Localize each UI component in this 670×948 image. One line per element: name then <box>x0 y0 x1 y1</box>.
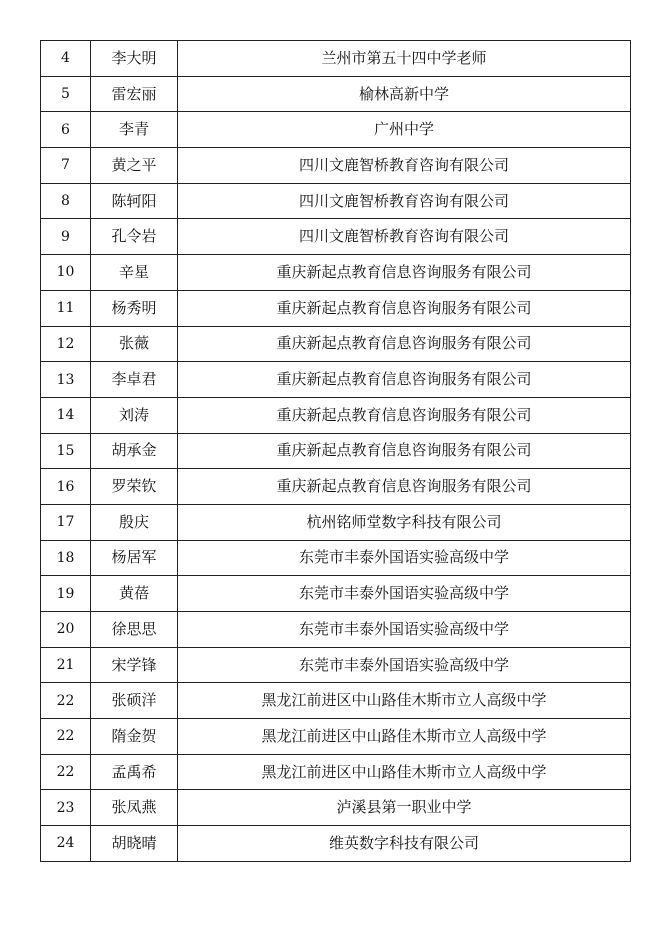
table-row <box>41 362 631 398</box>
organization: 榆林高新中学 <box>178 76 631 112</box>
person-name: 张凤燕 <box>91 790 178 826</box>
organization: 杭州铭师堂数字科技有限公司 <box>178 504 631 540</box>
participant-table <box>40 40 631 862</box>
row-number: 9 <box>41 219 91 255</box>
table-row <box>41 219 631 255</box>
person-name: 黄之平 <box>91 148 178 184</box>
row-number: 10 <box>41 255 91 291</box>
person-name: 罗荣钦 <box>91 469 178 505</box>
person-name: 徐思思 <box>91 612 178 648</box>
table-row <box>41 540 631 576</box>
person-name: 隋金贺 <box>91 719 178 755</box>
organization: 东莞市丰泰外国语实验高级中学 <box>178 576 631 612</box>
row-number: 21 <box>41 647 91 683</box>
organization: 重庆新起点教育信息咨询服务有限公司 <box>178 362 631 398</box>
organization: 重庆新起点教育信息咨询服务有限公司 <box>178 290 631 326</box>
person-name: 李大明 <box>91 41 178 77</box>
row-number: 17 <box>41 504 91 540</box>
table-row <box>41 433 631 469</box>
row-number: 22 <box>41 754 91 790</box>
table-row <box>41 469 631 505</box>
person-name: 李青 <box>91 112 178 148</box>
table-row <box>41 326 631 362</box>
table-row <box>41 41 631 77</box>
row-number: 15 <box>41 433 91 469</box>
organization: 重庆新起点教育信息咨询服务有限公司 <box>178 469 631 505</box>
row-number: 11 <box>41 290 91 326</box>
row-number: 5 <box>41 76 91 112</box>
table-row <box>41 397 631 433</box>
row-number: 22 <box>41 683 91 719</box>
organization: 四川文鹿智桥教育咨询有限公司 <box>178 148 631 184</box>
table-row <box>41 647 631 683</box>
organization: 泸溪县第一职业中学 <box>178 790 631 826</box>
person-name: 胡承金 <box>91 433 178 469</box>
table-row <box>41 790 631 826</box>
row-number: 6 <box>41 112 91 148</box>
person-name: 辛星 <box>91 255 178 291</box>
person-name: 张薇 <box>91 326 178 362</box>
row-number: 7 <box>41 148 91 184</box>
organization: 重庆新起点教育信息咨询服务有限公司 <box>178 397 631 433</box>
row-number: 13 <box>41 362 91 398</box>
person-name: 李卓君 <box>91 362 178 398</box>
table-row <box>41 148 631 184</box>
person-name: 杨秀明 <box>91 290 178 326</box>
organization: 四川文鹿智桥教育咨询有限公司 <box>178 219 631 255</box>
row-number: 20 <box>41 612 91 648</box>
table-row <box>41 576 631 612</box>
person-name: 黄蓓 <box>91 576 178 612</box>
table-row <box>41 255 631 291</box>
table-row <box>41 754 631 790</box>
row-number: 8 <box>41 183 91 219</box>
row-number: 24 <box>41 826 91 862</box>
organization: 东莞市丰泰外国语实验高级中学 <box>178 612 631 648</box>
row-number: 16 <box>41 469 91 505</box>
table-row <box>41 112 631 148</box>
organization: 重庆新起点教育信息咨询服务有限公司 <box>178 326 631 362</box>
person-name: 殷庆 <box>91 504 178 540</box>
table-row <box>41 183 631 219</box>
organization: 黑龙江前进区中山路佳木斯市立人高级中学 <box>178 719 631 755</box>
organization: 兰州市第五十四中学老师 <box>178 41 631 77</box>
organization: 重庆新起点教育信息咨询服务有限公司 <box>178 433 631 469</box>
organization: 重庆新起点教育信息咨询服务有限公司 <box>178 255 631 291</box>
row-number: 14 <box>41 397 91 433</box>
organization: 黑龙江前进区中山路佳木斯市立人高级中学 <box>178 683 631 719</box>
person-name: 宋学锋 <box>91 647 178 683</box>
person-name: 杨居军 <box>91 540 178 576</box>
table-row <box>41 290 631 326</box>
organization: 黑龙江前进区中山路佳木斯市立人高级中学 <box>178 754 631 790</box>
row-number: 4 <box>41 41 91 77</box>
person-name: 胡晓晴 <box>91 826 178 862</box>
table-row <box>41 719 631 755</box>
person-name: 孔令岩 <box>91 219 178 255</box>
table-row <box>41 504 631 540</box>
row-number: 22 <box>41 719 91 755</box>
organization: 广州中学 <box>178 112 631 148</box>
table-row <box>41 683 631 719</box>
person-name: 雷宏丽 <box>91 76 178 112</box>
person-name: 刘涛 <box>91 397 178 433</box>
organization: 东莞市丰泰外国语实验高级中学 <box>178 540 631 576</box>
person-name: 孟禹希 <box>91 754 178 790</box>
row-number: 18 <box>41 540 91 576</box>
row-number: 23 <box>41 790 91 826</box>
person-name: 张硕洋 <box>91 683 178 719</box>
row-number: 12 <box>41 326 91 362</box>
organization: 维英数字科技有限公司 <box>178 826 631 862</box>
table-row <box>41 76 631 112</box>
row-number: 19 <box>41 576 91 612</box>
participant-table-body <box>41 41 631 862</box>
table-row <box>41 826 631 862</box>
organization: 四川文鹿智桥教育咨询有限公司 <box>178 183 631 219</box>
table-row <box>41 612 631 648</box>
person-name: 陈轲阳 <box>91 183 178 219</box>
organization: 东莞市丰泰外国语实验高级中学 <box>178 647 631 683</box>
